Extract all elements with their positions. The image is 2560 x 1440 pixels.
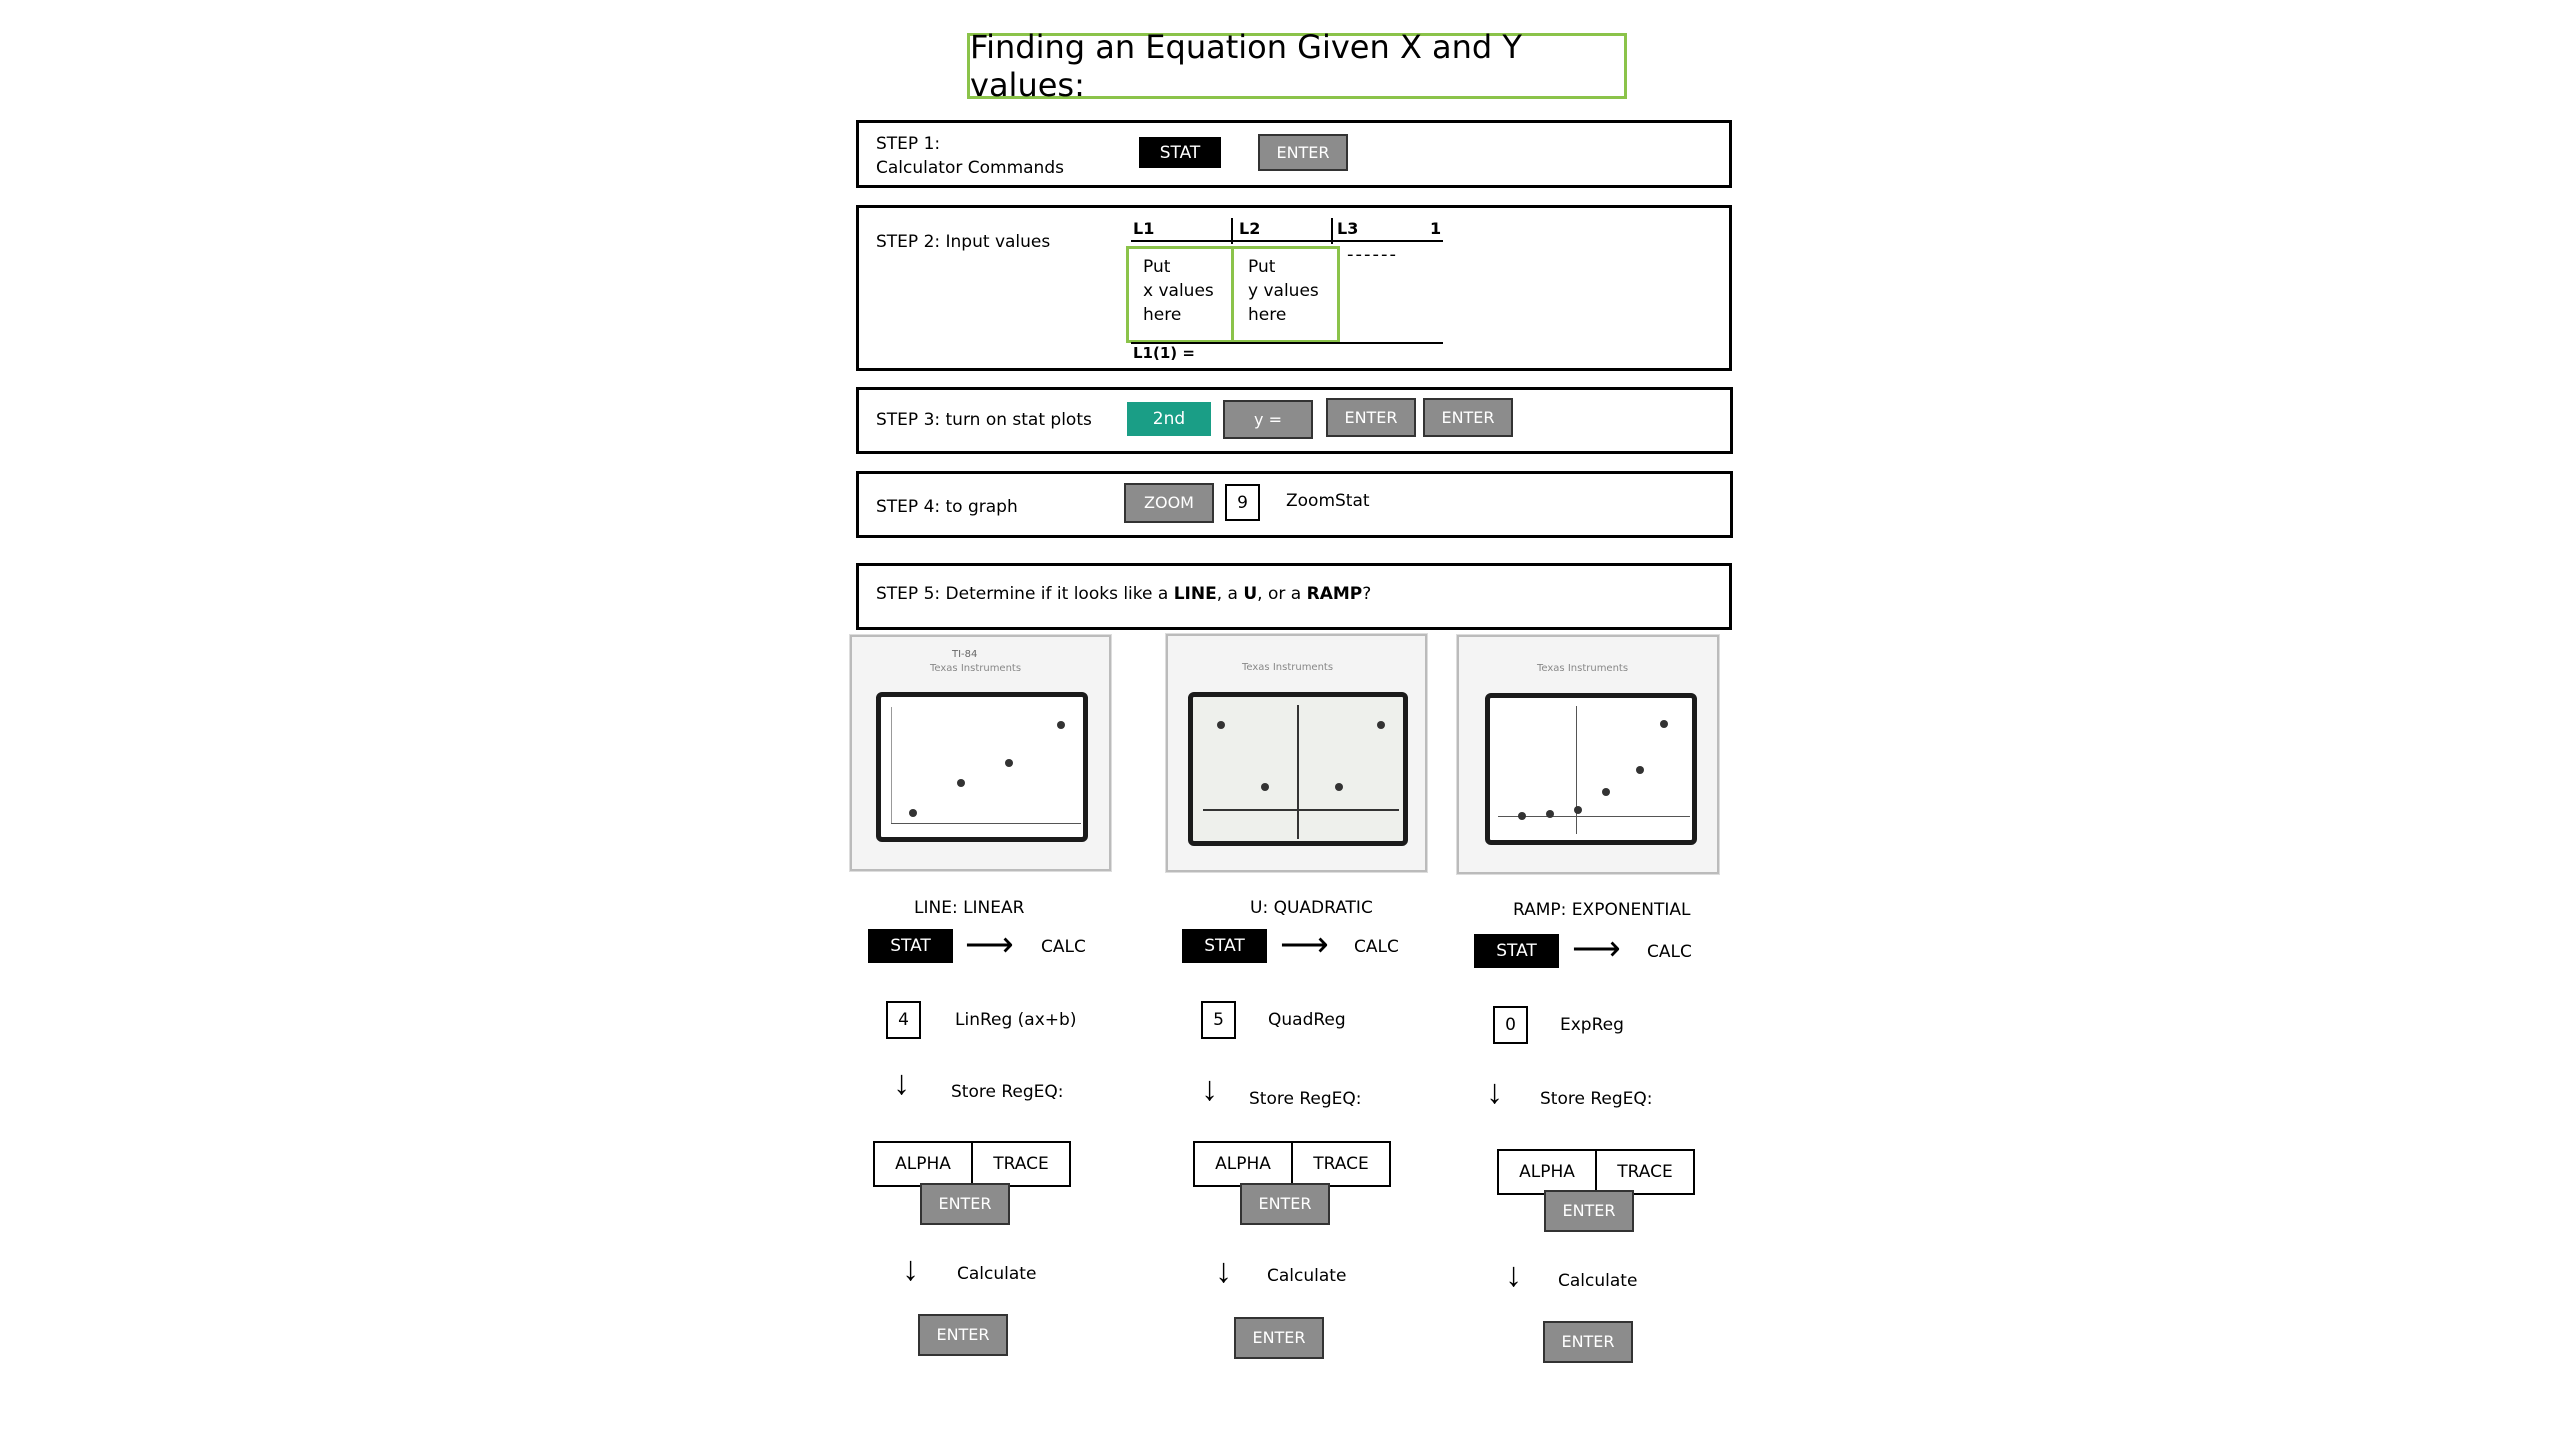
y-axis-quadratic	[1297, 705, 1299, 839]
list-header-l1: L1	[1133, 219, 1155, 238]
trace-key-quadratic: TRACE	[1291, 1141, 1391, 1187]
step5-text-mid2: , or a	[1257, 584, 1307, 604]
step5-u-word: U	[1243, 584, 1258, 604]
page-title: Finding an Equation Given X and Y values:	[967, 33, 1627, 99]
arrow-down-icon: ↓	[1201, 1070, 1218, 1108]
x-cell-line3: here	[1143, 305, 1182, 325]
plot-point	[1377, 721, 1385, 729]
calculate-quadratic: Calculate	[1267, 1266, 1347, 1286]
stat-key-quadratic: STAT	[1182, 929, 1267, 963]
step5-label	[876, 582, 1371, 606]
plot-point	[1261, 783, 1269, 791]
x-cell-line2: x values	[1143, 281, 1214, 301]
zoom-key: ZOOM	[1124, 483, 1214, 523]
calc-screen-exponential	[1485, 693, 1697, 845]
arrow-down-icon: ↓	[1505, 1256, 1522, 1294]
x-values-cell	[1126, 246, 1234, 343]
four-key: 4	[886, 1001, 921, 1039]
step1-label	[876, 132, 1064, 180]
list-col-divider-1	[1231, 218, 1233, 244]
zoomstat-label: ZoomStat	[1286, 491, 1370, 511]
calc-logo-exponential: Texas Instruments	[1537, 663, 1629, 674]
enter-key-exponential: ENTER	[1544, 1190, 1634, 1232]
calc-logo-quadratic: Texas Instruments	[1242, 662, 1334, 673]
calculate-exponential: Calculate	[1558, 1271, 1638, 1291]
calculator-image-exponential	[1457, 635, 1719, 874]
list-header-l3: L3	[1337, 219, 1359, 238]
enter-key: ENTER	[1258, 134, 1348, 171]
plot-point	[1057, 721, 1065, 729]
step1-label-line2: Calculator Commands	[876, 158, 1064, 178]
quadreg-label: QuadReg	[1268, 1010, 1346, 1030]
stat-key: STAT	[1139, 137, 1221, 168]
exponential-heading: RAMP: EXPONENTIAL	[1513, 900, 1691, 920]
plot-point	[1602, 788, 1610, 796]
x-axis-exponential	[1498, 816, 1690, 817]
calc-menu-quadratic: CALC	[1354, 937, 1399, 957]
plot-point	[1574, 806, 1582, 814]
arrow-down-icon: ↓	[902, 1250, 919, 1288]
plot-point	[1335, 783, 1343, 791]
calc-screen-linear	[876, 692, 1088, 842]
linreg-label: LinReg (ax+b)	[955, 1010, 1077, 1030]
x-axis-linear	[891, 823, 1081, 824]
x-axis-quadratic	[1203, 809, 1399, 811]
enter-key-2: ENTER	[1423, 398, 1513, 437]
enter-key-calc-exponential: ENTER	[1543, 1321, 1633, 1363]
arrow-right-icon: ⟶	[965, 926, 1014, 964]
list-header-l2: L2	[1239, 219, 1261, 238]
calc-screen-quadratic	[1188, 692, 1408, 846]
arrow-right-icon: ⟶	[1572, 930, 1621, 968]
enter-key-linear: ENTER	[920, 1183, 1010, 1225]
five-key: 5	[1201, 1001, 1236, 1039]
plot-point	[1546, 810, 1554, 818]
list-dashes: ------	[1347, 244, 1398, 265]
calculator-image-quadratic	[1166, 634, 1427, 872]
y-cell-line3: here	[1248, 305, 1287, 325]
y-values-cell	[1231, 246, 1340, 343]
list-header-num: 1	[1430, 219, 1442, 238]
arrow-down-icon: ↓	[893, 1064, 910, 1102]
plot-point	[1518, 812, 1526, 820]
plot-point	[1636, 766, 1644, 774]
alpha-key-linear: ALPHA	[873, 1141, 973, 1187]
list-col-divider-2	[1331, 218, 1333, 244]
store-regeq-quadratic: Store RegEQ:	[1249, 1089, 1362, 1109]
step2-label: STEP 2: Input values	[876, 232, 1051, 252]
enter-key-quadratic: ENTER	[1240, 1183, 1330, 1225]
step5-line-word: LINE	[1173, 584, 1217, 604]
calculate-linear: Calculate	[957, 1264, 1037, 1284]
plot-point	[1217, 721, 1225, 729]
x-cell-line1: Put	[1143, 257, 1171, 277]
zero-key: 0	[1493, 1006, 1528, 1044]
2nd-key: 2nd	[1127, 402, 1211, 436]
trace-key-linear: TRACE	[971, 1141, 1071, 1187]
arrow-right-icon: ⟶	[1280, 926, 1329, 964]
store-regeq-linear: Store RegEQ:	[951, 1082, 1064, 1102]
y-axis-exponential	[1576, 706, 1577, 834]
plot-point	[1005, 759, 1013, 767]
linear-heading: LINE: LINEAR	[914, 898, 1025, 918]
calculator-image-linear	[850, 635, 1111, 871]
step5-text-end: ?	[1362, 584, 1372, 604]
trace-key-exponential: TRACE	[1595, 1149, 1695, 1195]
plot-point	[909, 809, 917, 817]
calc-brand-linear: TI-84	[952, 649, 978, 660]
y-cell-line2: y values	[1248, 281, 1319, 301]
step5-ramp-word: RAMP	[1306, 584, 1363, 604]
list-bottom-readout: L1(1) =	[1133, 344, 1195, 362]
plot-point	[1660, 720, 1668, 728]
quadratic-heading: U: QUADRATIC	[1250, 898, 1373, 918]
step5-text-mid1: , a	[1216, 584, 1244, 604]
arrow-down-icon: ↓	[1215, 1252, 1232, 1290]
calc-logo-linear: Texas Instruments	[930, 663, 1022, 674]
plot-point	[957, 779, 965, 787]
y-equals-key: y =	[1223, 400, 1313, 439]
expreg-label: ExpReg	[1560, 1015, 1624, 1035]
stat-key-linear: STAT	[868, 929, 953, 963]
alpha-key-exponential: ALPHA	[1497, 1149, 1597, 1195]
enter-key-calc-quadratic: ENTER	[1234, 1317, 1324, 1359]
list-header-divider	[1131, 240, 1443, 242]
y-cell-line1: Put	[1248, 257, 1276, 277]
step5-text-pre: STEP 5: Determine if it looks like a	[876, 584, 1174, 604]
nine-key: 9	[1225, 484, 1260, 521]
step3-label: STEP 3: turn on stat plots	[876, 410, 1092, 430]
enter-key-1: ENTER	[1326, 398, 1416, 437]
alpha-key-quadratic: ALPHA	[1193, 1141, 1293, 1187]
enter-key-calc-linear: ENTER	[918, 1314, 1008, 1356]
arrow-down-icon: ↓	[1486, 1073, 1503, 1111]
step4-label: STEP 4: to graph	[876, 497, 1018, 517]
y-axis-linear	[891, 707, 892, 823]
stat-key-exponential: STAT	[1474, 934, 1559, 968]
calc-menu-linear: CALC	[1041, 937, 1086, 957]
calc-menu-exponential: CALC	[1647, 942, 1692, 962]
step1-label-line1: STEP 1:	[876, 134, 941, 154]
store-regeq-exponential: Store RegEQ:	[1540, 1089, 1653, 1109]
